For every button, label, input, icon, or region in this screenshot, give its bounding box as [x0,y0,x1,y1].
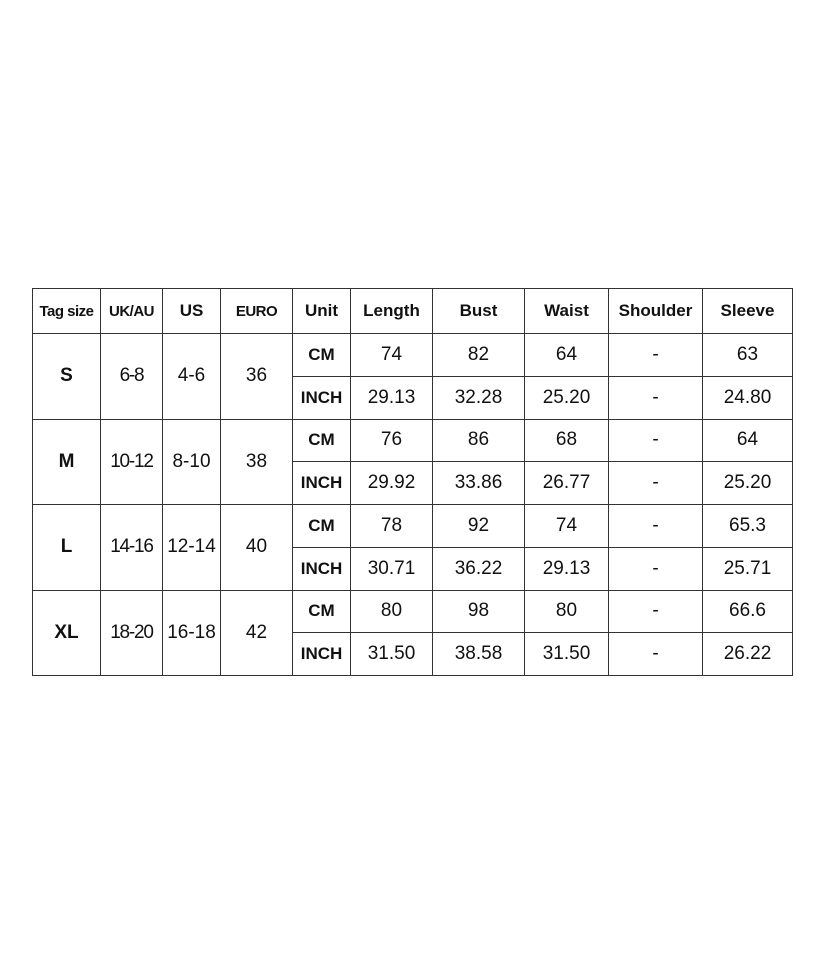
sleeve-cell: 63 [703,334,793,377]
waist-cell: 25.20 [525,376,609,419]
waist-cell: 68 [525,419,609,462]
waist-cell: 31.50 [525,633,609,676]
table-row [33,505,793,548]
table-row [33,419,793,462]
unit-cell: CM [293,334,351,377]
us-cell: 16-18 [163,590,221,676]
header-row [33,289,793,334]
unit-cell: CM [293,419,351,462]
length-cell: 29.92 [351,462,433,505]
length-cell: 80 [351,590,433,633]
shoulder-cell: - [609,462,703,505]
shoulder-cell: - [609,547,703,590]
shoulder-cell: - [609,376,703,419]
tag-size-cell: XL [33,590,101,676]
length-cell: 30.71 [351,547,433,590]
length-cell: 29.13 [351,376,433,419]
euro-cell: 42 [221,590,293,676]
unit-cell: CM [293,505,351,548]
shoulder-cell: - [609,505,703,548]
unit-cell: INCH [293,376,351,419]
bust-cell: 33.86 [433,462,525,505]
bust-cell: 86 [433,419,525,462]
euro-cell: 36 [221,334,293,420]
length-cell: 31.50 [351,633,433,676]
header-tag-size: Tag size [33,289,101,334]
us-cell: 8-10 [163,419,221,505]
bust-cell: 92 [433,505,525,548]
size-chart-table [32,288,793,676]
tag-size-cell: S [33,334,101,420]
header-uk-au: UK/AU [101,289,163,334]
euro-cell: 40 [221,505,293,591]
us-cell: 4-6 [163,334,221,420]
shoulder-cell: - [609,633,703,676]
sleeve-cell: 65.3 [703,505,793,548]
waist-cell: 26.77 [525,462,609,505]
waist-cell: 29.13 [525,547,609,590]
unit-cell: INCH [293,462,351,505]
bust-cell: 98 [433,590,525,633]
unit-cell: INCH [293,547,351,590]
header-waist: Waist [525,289,609,334]
uk-au-cell: 14-16 [101,505,163,591]
length-cell: 74 [351,334,433,377]
length-cell: 76 [351,419,433,462]
sleeve-cell: 64 [703,419,793,462]
header-unit: Unit [293,289,351,334]
bust-cell: 82 [433,334,525,377]
shoulder-cell: - [609,590,703,633]
euro-cell: 38 [221,419,293,505]
header-sleeve: Sleeve [703,289,793,334]
tag-size-cell: L [33,505,101,591]
sleeve-cell: 25.20 [703,462,793,505]
uk-au-cell: 10-12 [101,419,163,505]
unit-cell: INCH [293,633,351,676]
bust-cell: 38.58 [433,633,525,676]
table-row [33,334,793,377]
sleeve-cell: 24.80 [703,376,793,419]
shoulder-cell: - [609,334,703,377]
sleeve-cell: 26.22 [703,633,793,676]
waist-cell: 80 [525,590,609,633]
waist-cell: 64 [525,334,609,377]
header-us: US [163,289,221,334]
unit-cell: CM [293,590,351,633]
table-row [33,590,793,633]
shoulder-cell: - [609,419,703,462]
bust-cell: 32.28 [433,376,525,419]
header-length: Length [351,289,433,334]
uk-au-cell: 18-20 [101,590,163,676]
bust-cell: 36.22 [433,547,525,590]
header-euro: EURO [221,289,293,334]
us-cell: 12-14 [163,505,221,591]
header-shoulder: Shoulder [609,289,703,334]
uk-au-cell: 6-8 [101,334,163,420]
waist-cell: 74 [525,505,609,548]
tag-size-cell: M [33,419,101,505]
sleeve-cell: 66.6 [703,590,793,633]
sleeve-cell: 25.71 [703,547,793,590]
length-cell: 78 [351,505,433,548]
header-bust: Bust [433,289,525,334]
